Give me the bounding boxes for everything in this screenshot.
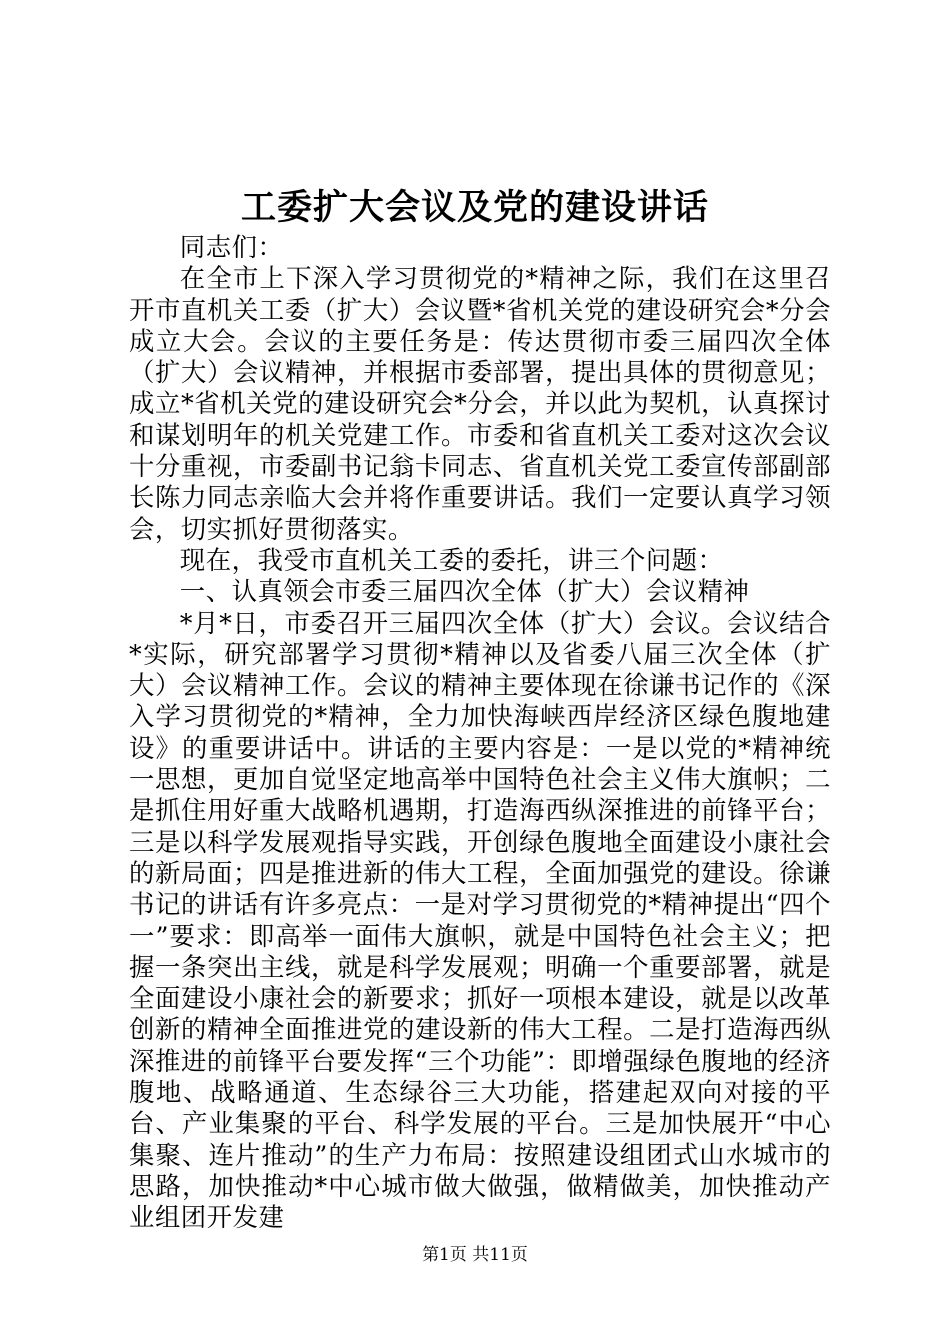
document-body <box>129 232 831 1234</box>
paragraph-outline: 现在，我受市直机关工委的委托，讲三个问题： <box>179 544 724 575</box>
paragraph-salutation: 同志们： <box>179 232 284 262</box>
paragraph-intro: 在全市上下深入学习贯彻党的*精神之际，我们在这里召开市直机关工委（扩大）会议暨*省机关党的建设研究会*分会成立大会。会议的主要任务是：传达贯彻市委三届四次全体（扩大）会议精神，并根据市委部署，提出具体的贯彻意见；成立*省机关党的建设研究会*分会，并以此为契机，认真探讨和谋划明年的机关党建工作。市委和省直机关工委对这次会议十分重视，市委副书记翁卡同志、省直机关党工委宣传部副部长陈力同志亲临大会并将作重要讲话。我们一定要认真学习领会，切实抓好贯彻落实。 <box>129 263 831 544</box>
document-title: 工委扩大会议及党的建设讲话 <box>240 187 709 228</box>
section-heading-1: 一、认真领会市委三届四次全体（扩大）会议精神 <box>179 576 750 607</box>
paragraph-section-1: *月*日，市委召开三届四次全体（扩大）会议。会议结合*实际，研究部署学习贯彻*精神以及省委八届三次全体（扩大）会议精神工作。会议的精神主要体现在徐谦书记作的《深入学习贯彻党的*精神，全力加快海峡西岸经济区绿色腹地建设》的重要讲话中。讲话的主要内容是：一是以党的*精神统一思想，更加自觉坚定地高举中国特色社会主义伟大旗帜；二是抓住用好重大战略机遇期，打造海西纵深推进的前锋平台；三是以科学发展观指导实践，开创绿色腹地全面建设小康社会的新局面；四是推进新的伟大工程，全面加强党的建设。徐谦书记的讲话有许多亮点：一是对学习贯彻党的*精神提出“四个一”要求：即高举一面伟大旗帜，就是中国特色社会主义；把握一条突出主线，就是科学发展观；明确一个重要部署，就是全面建设小康社会的新要求；抓好一项根本建设，就是以改革创新的精神全面推进党的建设新的伟大工程。二是打造海西纵深推进的前锋平台要发挥“三个功能”：即增强绿色腹地的经济腹地、战略通道、生态绿谷三大功能，搭建起双向对接的平台、产业集聚的平台、科学发展的平台。三是加快展开“中心集聚、连片推动”的生产力布局：按照建设组团式山水城市的思路，加快推动*中心城市做大做强，做精做美，加快推动产业组团开发建 <box>129 607 831 1233</box>
page-number-footer: 第1页 共11页 <box>422 1245 528 1265</box>
